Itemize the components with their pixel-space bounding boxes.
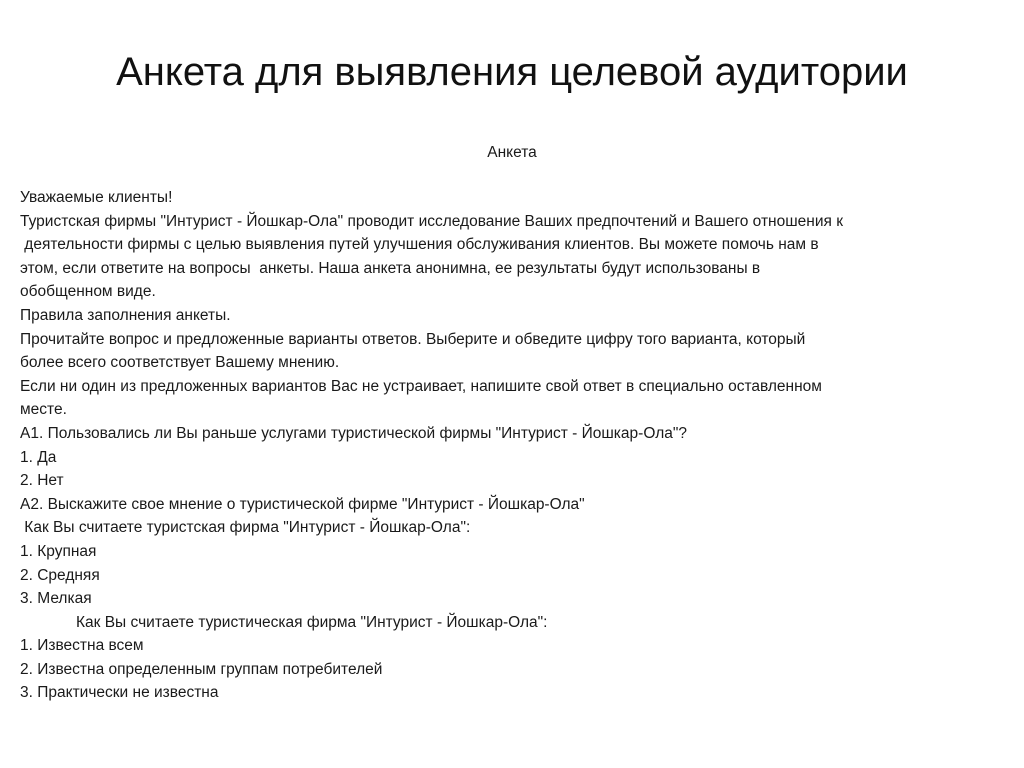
question-a2: А2. Выскажите свое мнение о туристической фирме "Интурист - Йошкар-Ола" xyxy=(20,495,585,513)
answer-option: 1. Крупная xyxy=(20,542,97,560)
questionnaire-subtitle: Анкета xyxy=(487,144,537,161)
sub-question: Как Вы считаете туристическая фирма "Интурист - Йошкар-Ола": xyxy=(20,613,548,631)
answer-option: 2. Нет xyxy=(20,472,64,490)
slide-title: Анкета для выявления целевой аудитории xyxy=(116,50,908,94)
intro-line: этом, если ответите на вопросы анкеты. Наша анкета анонимна, ее результаты будут использованы в xyxy=(20,259,761,277)
answer-option: 3. Практически не известна xyxy=(20,684,219,702)
rules-line: месте. xyxy=(20,401,67,419)
answer-option: 2. Средняя xyxy=(20,566,100,584)
answer-option: 2. Известна определенным группам потребителей xyxy=(20,660,383,678)
intro-line: обобщенном виде. xyxy=(20,283,156,301)
answer-option: 1. Да xyxy=(20,448,57,466)
rules-line: Прочитайте вопрос и предложенные варианты ответов. Выберите и обведите цифру того варианта, который xyxy=(20,330,806,348)
intro-line: деятельности фирмы с целью выявления путей улучшения обслуживания клиентов. Вы можете помочь нам в xyxy=(20,236,819,254)
sub-question: Как Вы считаете туристская фирма "Интурист - Йошкар-Ола": xyxy=(20,519,471,537)
rules-line: Если ни один из предложенных вариантов Вас не устраивает, напишите свой ответ в специально оставленном xyxy=(20,377,822,395)
greeting-line: Уважаемые клиенты! xyxy=(20,189,173,206)
intro-line: Туристская фирмы "Интурист - Йошкар-Ола" проводит исследование Ваших предпочтений и Вашего отношения к xyxy=(20,212,843,230)
rules-heading: Правила заполнения анкеты. xyxy=(20,306,231,324)
answer-option: 3. Мелкая xyxy=(20,590,92,608)
question-a1: А1. Пользовались ли Вы раньше услугами туристической фирмы "Интурист - Йошкар-Ола"? xyxy=(20,424,687,442)
answer-option: 1. Известна всем xyxy=(20,637,144,655)
rules-line: более всего соответствует Вашему мнению. xyxy=(20,354,340,372)
questionnaire-body xyxy=(20,186,1004,705)
